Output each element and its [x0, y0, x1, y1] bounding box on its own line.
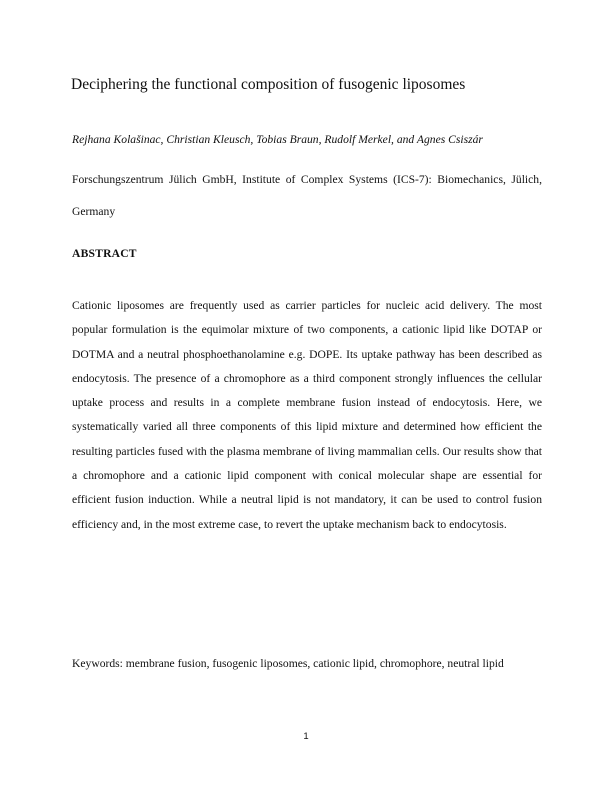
page-number: 1 [303, 731, 309, 742]
abstract-text: Cationic liposomes are frequently used as carrier particles for nucleic acid delivery. The most popular formulation is the equimolar mixture of two components, a cationic lipid like DOTAP or DOTMA and a neutral phosphoethanolamine e.g. DOPE. Its uptake pathway has been described as endocytosis. The presence of a chromophore as a third component strongly influences the cellular uptake process and results in a complete membrane fusion instead of endocytosis. Here, we systematically varied all three components of this lipid mixture and determined how efficient the resulting particles fused with the plasma membrane of living mammalian cells. Our results show that a chromophore and a cationic lipid component with conical molecular shape are essential for efficient fusion induction. While a neutral lipid is not mandatory, it can be used to control fusion efficiency and, in the most extreme case, to revert the uptake mechanism back to endocytosis. [72, 299, 542, 531]
affiliation: Forschungszentrum Jülich GmbH, Institute of Complex Systems (ICS-7): Biomechanics, Jülich, Germany [72, 173, 542, 218]
author-list: Rejhana Kolašinac, Christian Kleusch, Tobias Braun, Rudolf Merkel, and Agnes Csiszár [72, 133, 483, 146]
abstract-heading: ABSTRACT [72, 247, 137, 260]
paper-title: Deciphering the functional composition of fusogenic liposomes [71, 76, 466, 93]
keywords: Keywords: membrane fusion, fusogenic liposomes, cationic lipid, chromophore, neutral lipid [72, 657, 504, 670]
